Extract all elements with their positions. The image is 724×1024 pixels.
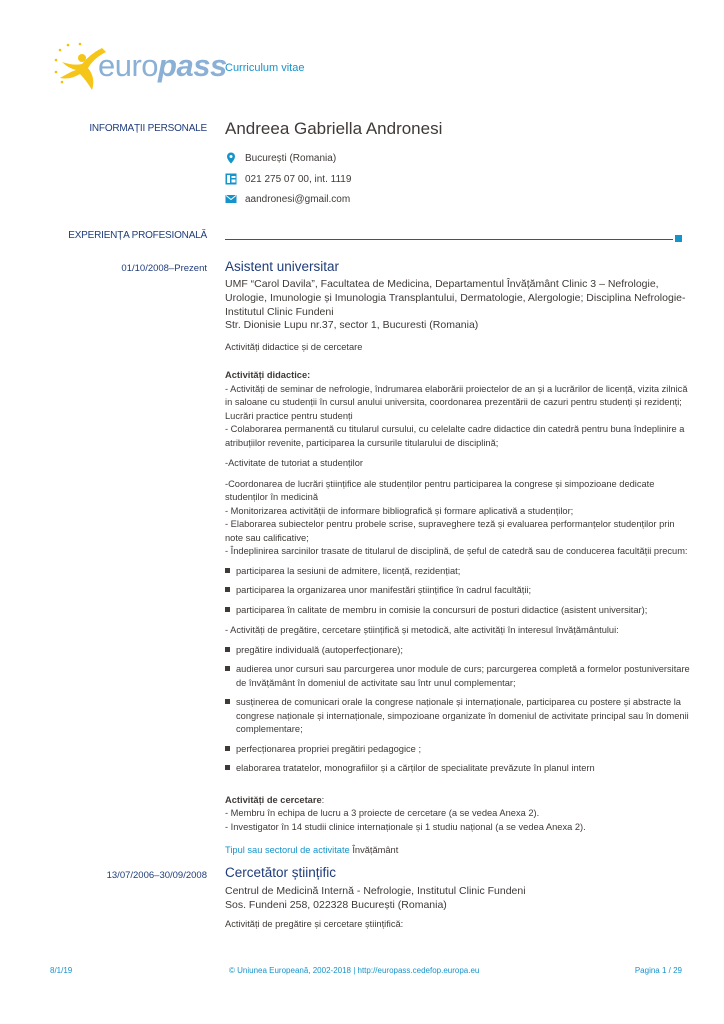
phone <box>225 173 351 185</box>
job-dates: 13/07/2006–30/09/2008 <box>106 870 207 881</box>
email-link[interactable]: aandronesi@gmail.com <box>245 193 351 205</box>
location-pin-icon <box>225 152 237 164</box>
section-divider <box>225 239 673 240</box>
page-number: Pagina 1 / 29 <box>634 966 682 975</box>
full-name: Andreea Gabriella Andronesi <box>225 119 443 138</box>
job-summary: Activități didactice și de cercetare <box>225 342 363 352</box>
bullet-item: perfecționarea propriei pregătiri pedagogice ; <box>225 743 690 757</box>
bullet-item: pregătire individuală (autoperfecționare); <box>225 644 690 658</box>
job-summary: Activități de pregătire și cercetare științifică: <box>225 919 404 929</box>
employer-name: UMF “Carol Davila”, Facultatea de Medicina, Departamentul Învățământ Clinic 3 – Nefrologie, Urologie, Imunologie și Imunologia Transplantului, Dermatologie, Alergologie; Disciplina Nefrologie- Institutul Clinic Fundeni <box>225 278 686 318</box>
didactic-line: - Îndeplinirea sarcinilor trasate de titularul de disciplină, de șeful de catedră sau de conducerea facultății precum: <box>225 546 688 556</box>
bullet-item: participarea la organizarea unor manifestări științifice în cadrul facultății; <box>225 584 690 598</box>
personal-info-label: INFORMAȚII PERSONALE <box>89 123 207 134</box>
europass-wordmark: europass <box>98 48 227 83</box>
phone-icon <box>225 173 237 185</box>
research-line: - Investigator în 14 studii clinice internaționale și 1 studiu național (a se vedea Anexa 2). <box>225 821 586 832</box>
didactic-line: - Monitorizarea activității de informare bibliografică și formare aplicativă a studenților; <box>225 505 574 516</box>
bullet-item: participarea în calitate de membru in comisie la concursuri de posturi didactice (asistent universitar); <box>225 604 690 618</box>
employer <box>225 884 690 912</box>
bullet-item: elaborarea tratatelor, monografiilor și a cărților de specialitate prevăzute în planul intern <box>225 762 690 776</box>
email-icon <box>225 193 237 205</box>
email <box>225 193 350 205</box>
europass-logo <box>52 40 227 92</box>
section-marker <box>675 235 682 242</box>
phone-text: 021 275 07 00, int. 1119 <box>245 173 352 185</box>
job-dates: 01/10/2008–Prezent <box>121 263 207 274</box>
experience-label: EXPERIENȚA PROFESIONALĂ <box>68 230 207 241</box>
didactic-line: -Activitate de tutoriat a studenților <box>225 458 363 468</box>
didactic-line: -Coordonarea de lucrări științifice ale studenților pentru participarea la congrese și simpozioane dedicate studenților în medicină <box>225 478 655 502</box>
location-text: București (Romania) <box>245 152 337 164</box>
bullet-item: susținerea de comunicari orale la congrese naționale și internaționale, participarea cu postere și abstracte la congrese naționale și internaționale, simpozioane organizate în domeniul de activitate principal sau în domenii complementare; <box>225 696 690 737</box>
research-heading: Activități de cercetare: <box>225 794 325 805</box>
didactic-line: - Activități de seminar de nefrologie, îndrumarea elaborării proiectelor de an și a lucrărilor de licență, vizita zilnică in saloane cu studenții în cursul anului universita, coordonarea prezentării de cazuri pentru studenți și rezidenți; Lucrări practice pentru studenți <box>225 383 688 421</box>
bullet-item: audierea unor cursuri sau parcurgerea unor module de curs; parcurgerea completă a formelor postuniversitare de învățământ în domeniul de activitate sau într unul complementar; <box>225 663 690 690</box>
prep-line: - Activități de pregătire, cercetare științifică și metodică, alte activități în interesul învățământului: <box>225 625 619 635</box>
employer-address: Str. Dionisie Lupu nr.37, sector 1, Bucuresti (Romania) <box>225 319 479 332</box>
job-description <box>225 369 690 858</box>
footer-copyright[interactable]: © Uniunea Europeană, 2002-2018 | http://europass.cedefop.europa.eu <box>229 966 480 975</box>
didactic-line: - Colaborarea permanentă cu titularul cursului, cu celelalte cadre didactice din catedră pentru buna îndeplinire a atribuțiilor revenite, participarea la cursurile titularului de disciplină; <box>225 424 685 448</box>
research-line: - Membru în echipa de lucru a 3 proiecte de cercetare (a se vedea Anexa 2). <box>225 808 540 818</box>
job-title: Asistent universitar <box>225 259 340 274</box>
document-title: Curriculum vitae <box>225 62 305 74</box>
footer-date: 8/1/19 <box>50 966 73 975</box>
employer <box>225 278 690 333</box>
job-title: Cercetător științific <box>225 865 337 880</box>
didactic-heading: Activități didactice: <box>225 370 311 380</box>
didactic-line: - Elaborarea subiectelor pentru probele scrise, supraveghere teză și evaluarea performanțelor studenților prin note sau calificative; <box>225 519 675 543</box>
employer-address: Sos. Fundeni 258, 022328 București (Romania) <box>225 899 447 911</box>
bullet-item: participarea la sesiuni de admitere, licență, rezidențiat; <box>225 565 690 579</box>
sector: Tipul sau sectorul de activitate Învățământ <box>225 845 399 855</box>
employer-name: Centrul de Medicină Internă - Nefrologie, Institutul Clinic Fundeni <box>225 885 526 897</box>
location <box>225 152 336 164</box>
